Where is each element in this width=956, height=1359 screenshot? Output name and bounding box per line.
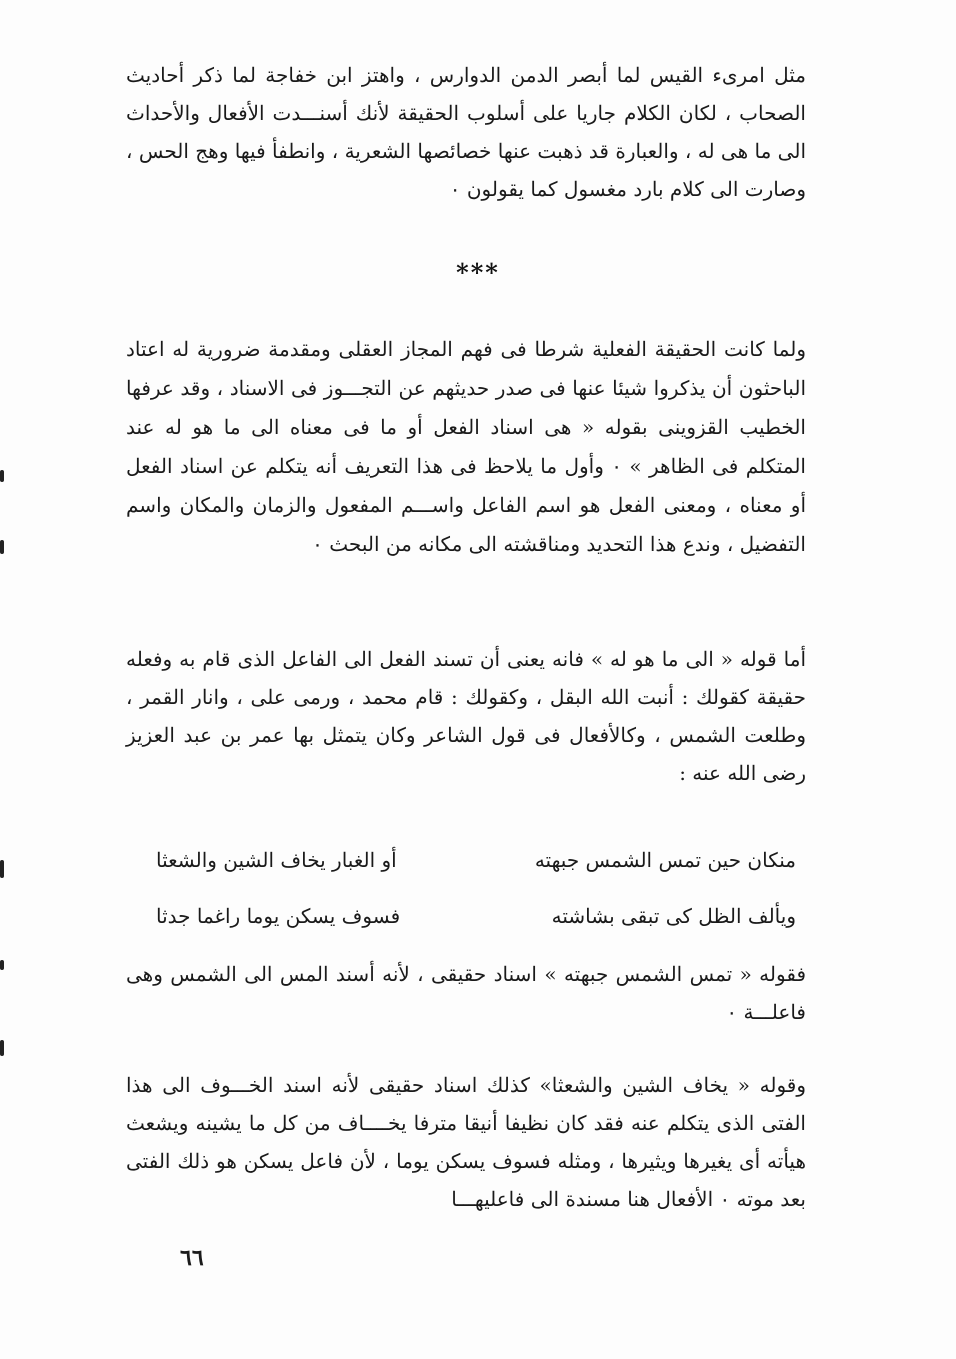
verse-row	[156, 888, 796, 944]
paragraph-analysis-2	[126, 1066, 806, 1218]
paragraph-text: أما قوله « الى ما هو له » فانه يعنى أن تسند الفعل الى الفاعل الذى قام به وفعله حقيقة كقولك : أنبت الله البقل ، وكقولك : قام محمد ، ورمى على ، وانار القمر ، وطلعت الشمس ، وكالأفعال فى قول الشاعر وكان يتمثل بها عمر بن عبد العزيز رضى الله عنه :	[126, 647, 806, 785]
verse-first-hemistich: ويألف الظل كى تبقى بشاشته	[551, 904, 796, 928]
verse-second-hemistich: فسوف يسكن يوما راغما جدثا	[156, 904, 401, 928]
verse-first-hemistich: منكان حين تمس الشمس جبهته	[534, 848, 796, 872]
paragraph-text: فقوله « تمس الشمس جبهته » اسناد حقيقى ، لأنه أسند المس الى الشمس وهى فاعلـــة ٠	[126, 962, 806, 1024]
verse-row	[156, 832, 796, 888]
paragraph-intro	[126, 56, 806, 208]
scan-edge-mark	[0, 960, 4, 970]
section-separator: ***	[456, 258, 500, 287]
paragraph-text: ولما كانت الحقيقة الفعلية شرطا فى فهم المجاز العقلى ومقدمة ضرورية له اعتاد الباحثون أن يذكروا شيئا عنها فى صدر حديثهم عن التجـــوز فى الاسناد ، وقد عرفها الخطيب القزوينى بقوله « هى اسناد الفعل أو ما فى معناه الى ما هو له عند المتكلم فى الظاهر » ٠ وأول ما يلاحظ فى هذا التعريف أنه يتكلم عن اسناد الفعل أو معناه ، ومعنى الفعل هو اسم الفاعل واســـم المفعول والزمان والمكان واسم التفضيل ، وندع هذا التحديد ومناقشته الى مكانه من البحث ٠	[126, 337, 806, 556]
paragraph-text: وقوله « يخاف الشين والشعثا» كذلك اسناد حقيقى لأنه اسند الخـــوف الى هذا الفتى الذى يتكلم عنه فقد كان نظيفا أنيقا مترفا يخــــاف من كل ما يشينه ويشعث هيأته أى يغيرها ويثيرها ، ومثله فسوف يسكن يوما ، لأن فاعل يسكن هو ذلك الفتى بعد موته ٠ الأفعال هنا مسندة الى فاعليهـــا	[126, 1073, 806, 1211]
page-number: ٦٦	[180, 1245, 204, 1271]
scan-edge-mark	[0, 1040, 4, 1056]
verse-second-hemistich: أو الغبار يخاف الشين والشعثا	[156, 848, 397, 872]
paragraph-explanation	[126, 640, 806, 792]
scan-edge-mark	[0, 540, 4, 554]
paragraph-analysis-1	[126, 955, 806, 1031]
scan-edge-mark	[0, 470, 4, 482]
paragraph-text: مثل امرىء القيس لما أبصر الدمن الدوارس ، واهتز ابن خفاجة لما ذكر أحاديث الصحاب ، لكان الكلام جاريا على أسلوب الحقيقة لأنك أسنـــدت الأفعال والأحداث الى ما هى له ، والعبارة قد ذهبت عنها خصائصها الشعرية ، وانطفأ فيها وهج الحس ، وصارت الى كلام بارد مغسول كما يقولون ٠	[126, 63, 806, 201]
scan-edge-mark	[0, 860, 4, 878]
poem-verses	[156, 832, 796, 944]
paragraph-definition	[126, 330, 806, 564]
